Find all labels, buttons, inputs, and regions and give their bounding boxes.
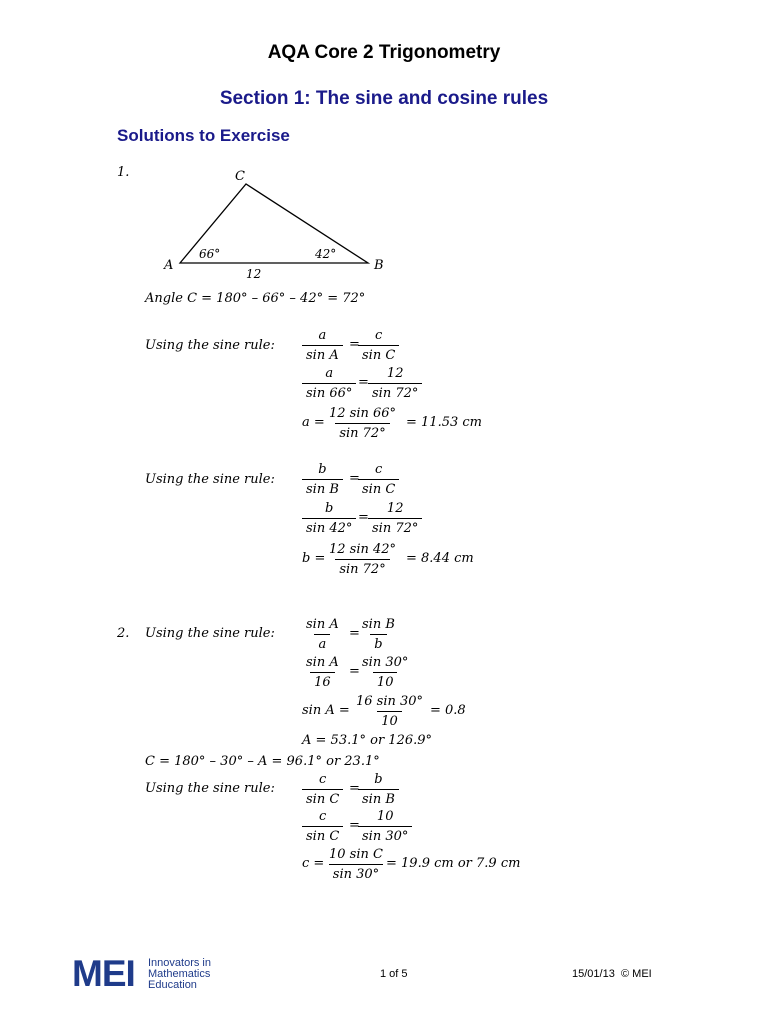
q1a-frac-2: $\frac{c}{\text{sin C}}$ [358, 328, 399, 364]
q2b-eq-2: = [349, 818, 360, 833]
q2a-label: Using the sine rule: [145, 626, 275, 641]
vertex-a-label: A [164, 258, 174, 273]
q2a-frac-4: $\frac{\sin 30^\circ}{10}$ [362, 655, 409, 690]
page-number: 1 of 5 [380, 968, 408, 980]
q2b-lhs: c = [302, 856, 325, 871]
vertex-c-label: C [235, 169, 245, 184]
subtitle: Solutions to Exercise [117, 126, 290, 145]
angle-b-label: 42° [315, 247, 337, 261]
mei-logo-letters: MEI [72, 953, 135, 994]
document-title: AQA Core 2 Trigonometry [267, 42, 501, 63]
q2a-frac-5: $\frac{16 \sin 30^\circ}{10}$ [356, 694, 424, 729]
q1b-frac-4: $\frac{12}{\sin 72^\circ}$ [368, 501, 422, 537]
q1a-frac-5: $\frac{12 \sin 66^\circ}{\sin 72^\circ}$ [329, 406, 397, 441]
q1b-eq-1: = [349, 471, 360, 486]
q1a-frac-3: $\frac{a}{\sin 66^\circ}$ [302, 366, 356, 402]
q2a-answer: A = 53.1° or 126.9° [302, 733, 433, 748]
mei-logo-line-3: Education [148, 979, 197, 991]
mei-logo [72, 953, 232, 994]
q1a-frac-1: $\frac{a}{\text{sin A}}$ [302, 328, 343, 364]
q1a-label: Using the sine rule: [145, 338, 275, 353]
q2b-frac-2: $\frac{b}{\text{sin B}}$ [358, 772, 399, 808]
q2-angle-c-working: C = 180° – 30° – A = 96.1° or 23.1° [145, 754, 380, 769]
q1b-result: = 8.44 cm [406, 551, 474, 566]
q2b-frac-1: $\frac{c}{\text{sin C}}$ [302, 772, 343, 808]
q1a-eq-1: = [349, 337, 360, 352]
angle-a-label: 66° [199, 247, 221, 261]
vertex-b-label: B [374, 258, 384, 273]
q1b-label: Using the sine rule: [145, 472, 275, 487]
q1b-lhs: b = [302, 551, 326, 566]
question-2-number: 2. [117, 626, 130, 641]
q1a-frac-4: $\frac{12}{\sin 72^\circ}$ [368, 366, 422, 402]
mei-logo-line-2: Mathematics [148, 968, 211, 980]
q1a-eq-2: = [358, 375, 369, 390]
q2a-frac-3: $\frac{\text{sin A}}{16}$ [306, 655, 339, 690]
footer-date: 15/01/13 [572, 968, 615, 980]
q2b-frac-4: $\frac{10}{\sin 30^\circ}$ [358, 809, 412, 845]
angle-c-working: Angle C = 180° – 66° – 42° = 72° [145, 291, 366, 306]
q2a-eq-1: = [349, 626, 360, 641]
q2b-frac-5: $\frac{\text{10 sin C}}{\sin 30^\circ}$ [329, 847, 383, 882]
q2b-frac-3: $\frac{c}{\text{sin C}}$ [302, 809, 343, 845]
q2b-eq-1: = [349, 781, 360, 796]
q1b-frac-5: $\frac{12 \sin 42^\circ}{\sin 72^\circ}$ [329, 542, 397, 577]
footer-copyright: © MEI [621, 968, 652, 980]
q2b-label: Using the sine rule: [145, 781, 275, 796]
question-1-number: 1. [117, 165, 130, 180]
q2a-frac-1: $\frac{\text{sin A}}{a}$ [306, 617, 339, 652]
q1a-result: = 11.53 cm [406, 415, 482, 430]
q2a-result: = 0.8 [430, 703, 466, 718]
q1a-lhs: a = [302, 415, 325, 430]
q2a-lhs: sin A = [302, 703, 350, 718]
q1b-frac-3: $\frac{b}{\sin 42^\circ}$ [302, 501, 356, 537]
q1b-eq-2: = [358, 510, 369, 525]
q1b-frac-2: $\frac{c}{\text{sin C}}$ [358, 462, 399, 498]
q2b-result: = 19.9 cm or 7.9 cm [386, 856, 521, 871]
q2a-frac-2: $\frac{\text{sin B}}{b}$ [362, 617, 395, 652]
triangle-diagram [150, 165, 410, 285]
side-ab-label: 12 [246, 267, 262, 281]
q1b-frac-1: $\frac{b}{\text{sin B}}$ [302, 462, 343, 498]
section-heading: Section 1: The sine and cosine rules [219, 88, 549, 109]
q2a-eq-2: = [349, 664, 360, 679]
mei-logo-line-1: Innovators in [148, 957, 211, 969]
